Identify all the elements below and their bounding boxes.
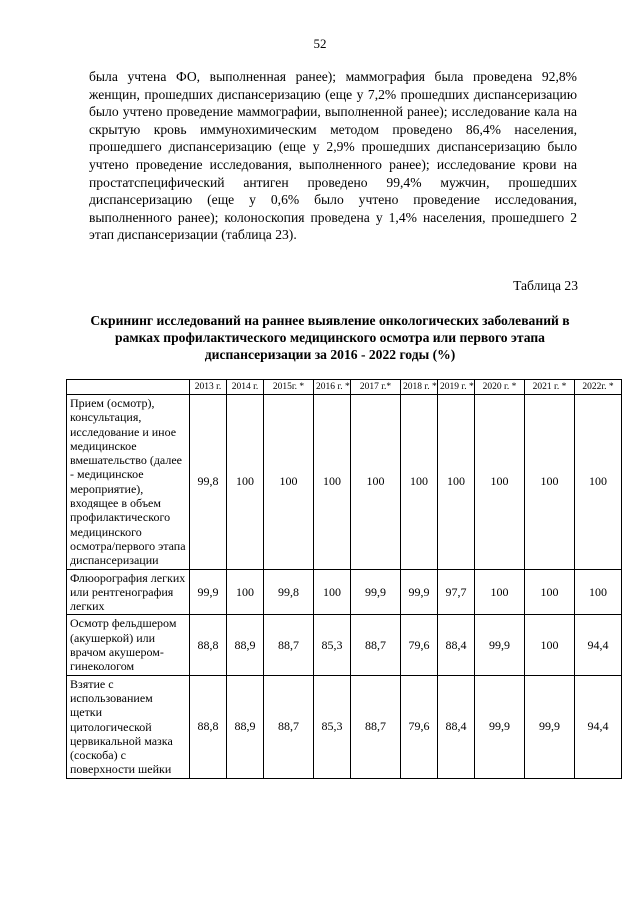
- table-cell: 85,3: [314, 675, 351, 778]
- column-header: 2021 г. *: [525, 380, 575, 395]
- table-cell: 97,7: [438, 569, 475, 615]
- table-cell: 88,8: [190, 675, 227, 778]
- table-corner-cell: [67, 380, 190, 395]
- table-cell: 88,7: [351, 615, 401, 675]
- table-cell: 99,8: [264, 569, 314, 615]
- table-cell: 100: [475, 569, 525, 615]
- table-cell: 100: [227, 569, 264, 615]
- table-cell: 88,7: [264, 675, 314, 778]
- column-header: 2022г. *: [575, 380, 622, 395]
- table-cell: 94,4: [575, 615, 622, 675]
- row-label: Взятие с использованием щетки цитологической цервикальной мазка (соскоба) с поверхности шейки: [67, 675, 190, 778]
- page-number: 52: [313, 36, 327, 51]
- table-cell: 100: [314, 569, 351, 615]
- table-cell: 100: [575, 569, 622, 615]
- table-cell: 100: [475, 395, 525, 570]
- column-header: 2013 г.: [190, 380, 227, 395]
- table-cell: 85,3: [314, 615, 351, 675]
- table-cell: 79,6: [401, 675, 438, 778]
- table-cell: 88,4: [438, 615, 475, 675]
- row-label: Флюорография легких или рентгенография легких: [67, 569, 190, 615]
- table-cell: 79,6: [401, 615, 438, 675]
- table-title: Скрининг исследований на раннее выявление онкологических заболеваний в рамках профилактического медицинского осмотра или первого этапа диспансеризации за 2016 - 2022 годы (%): [90, 313, 570, 362]
- table-cell: 88,7: [264, 615, 314, 675]
- table-cell: 100: [438, 395, 475, 570]
- row-label: Осмотр фельдшером (акушеркой) или врачом акушером-гинекологом: [67, 615, 190, 675]
- table-cell: 99,9: [190, 569, 227, 615]
- column-header: 2018 г. *: [401, 380, 438, 395]
- body-paragraph: была учтена ФО, выполненная ранее); маммография была проведена 92,8% женщин, прошедших диспансеризацию (еще у 7,2% прошедших диспансеризацию было учтено проведение маммографии, выполненной ранее); исследование кала на скрытую кровь иммунохимическим методом проведено 86,4% населения, прошедшего диспансеризацию (еще у 2,9% прошедших диспансеризацию было учтено проведение исследования, выполненного ранее); исследование крови на простатспецифический антиген проведено 99,4% мужчин, прошедших диспансеризацию (еще у 0,6% было учтено проведение исследования, выполненного ранее); колоноскопия проведена у 1,4% населения, прошедшего 2 этап диспансеризации (таблица 23).: [89, 69, 577, 243]
- table-row: [67, 615, 622, 675]
- table-cell: 100: [525, 569, 575, 615]
- table-cell: 99,9: [475, 615, 525, 675]
- screening-table: [66, 379, 622, 779]
- table-cell: 94,4: [575, 675, 622, 778]
- column-header: 2020 г. *: [475, 380, 525, 395]
- table-header-row: [67, 380, 622, 395]
- table-cell: 100: [314, 395, 351, 570]
- column-header: 2016 г. *: [314, 380, 351, 395]
- table-cell: 99,9: [525, 675, 575, 778]
- column-header: 2019 г. *: [438, 380, 475, 395]
- table-row: [67, 569, 622, 615]
- table-cell: 100: [575, 395, 622, 570]
- table-cell: 88,7: [351, 675, 401, 778]
- table-cell: 100: [401, 395, 438, 570]
- table-cell: 88,4: [438, 675, 475, 778]
- table-row: [67, 675, 622, 778]
- row-label: Прием (осмотр), консультация, исследование и иное медицинское вмешательство (далее - медицинское мероприятие), входящее в объем профилактического медицинского осмотра/первого этапа диспансеризации: [67, 395, 190, 570]
- table-label: Таблица 23: [513, 278, 578, 293]
- column-header: 2015г. *: [264, 380, 314, 395]
- table-cell: 88,9: [227, 675, 264, 778]
- table-cell: 99,9: [401, 569, 438, 615]
- table-cell: 100: [264, 395, 314, 570]
- table-cell: 100: [227, 395, 264, 570]
- column-header: 2017 г.*: [351, 380, 401, 395]
- table-cell: 100: [525, 395, 575, 570]
- table-cell: 100: [351, 395, 401, 570]
- table-cell: 99,9: [351, 569, 401, 615]
- table-cell: 88,8: [190, 615, 227, 675]
- table-row: [67, 395, 622, 570]
- table-cell: 100: [525, 615, 575, 675]
- table-cell: 88,9: [227, 615, 264, 675]
- column-header: 2014 г.: [227, 380, 264, 395]
- table-cell: 99,9: [475, 675, 525, 778]
- table-cell: 99,8: [190, 395, 227, 570]
